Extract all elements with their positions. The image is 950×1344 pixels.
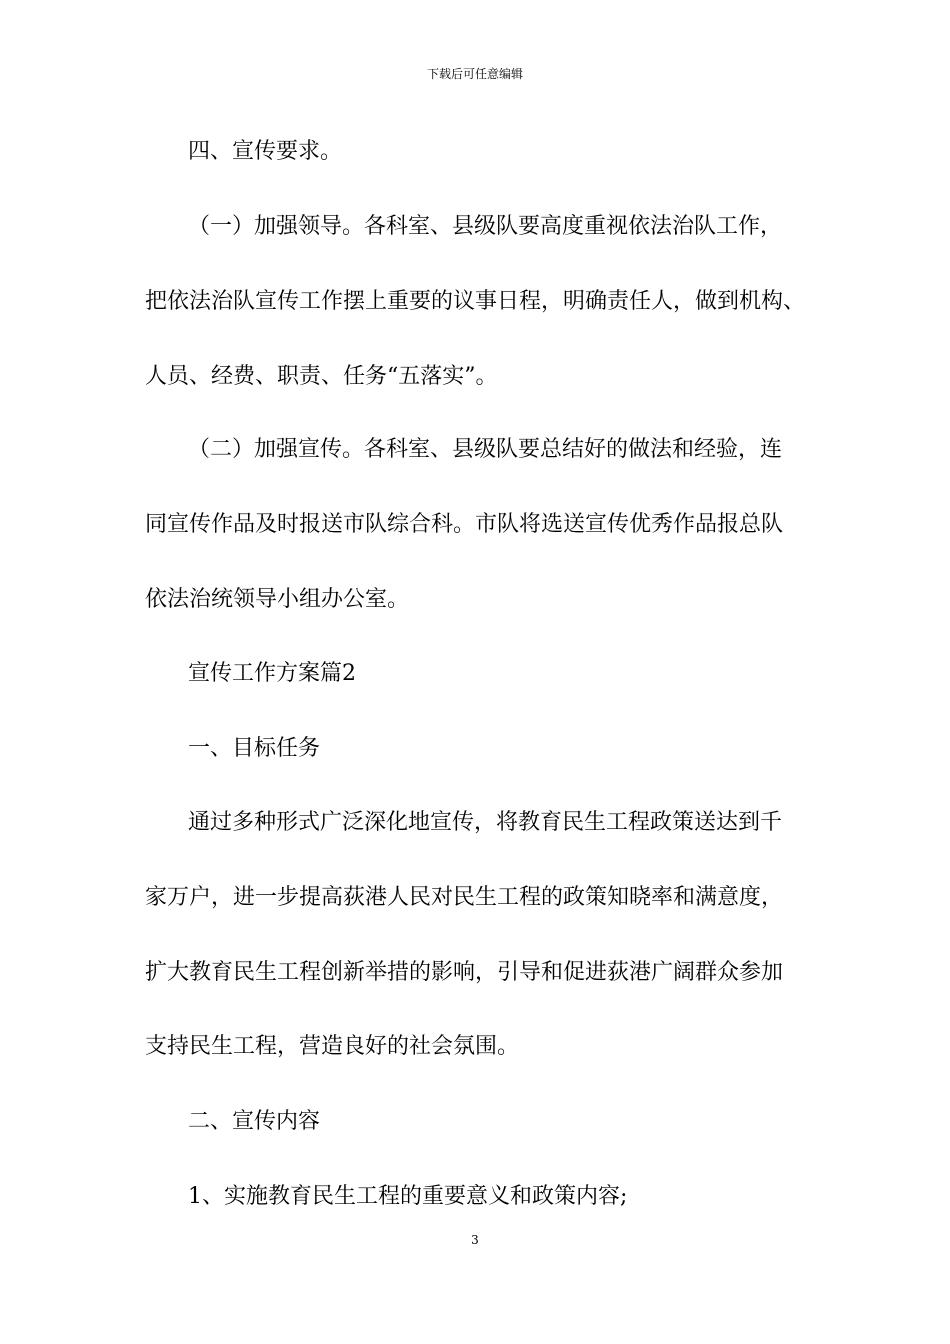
paragraph-line: 通过多种形式广泛深化地宣传，将教育民生工程政策送达到千: [188, 810, 783, 835]
list-item: 1、实施教育民生工程的重要意义和政策内容;: [188, 1184, 628, 1209]
section-heading: 四、宣传要求。: [188, 139, 343, 164]
page-number: 3: [471, 1233, 479, 1247]
paragraph-line: 同宣传作品及时报送市队综合科。市队将选送宣传优秀作品报总队: [145, 512, 784, 537]
paragraph-line: 支持民生工程，营造良好的社会氛围。: [145, 1034, 520, 1059]
paragraph-line: （一）加强领导。各科室、县级队要高度重视依法治队工作，: [188, 214, 783, 239]
page-header-note: 下载后可任意编辑: [426, 67, 523, 81]
paragraph-line: 把依法治队宣传工作摆上重要的议事日程，明确责任人，做到机构、: [145, 289, 806, 314]
document-title: 宣传工作方案篇2: [188, 661, 356, 686]
section-heading: 一、目标任务: [188, 736, 321, 761]
paragraph-line: 家万户，进一步提高荻港人民对民生工程的政策知晓率和满意度，: [145, 885, 784, 910]
paragraph-line: 人员、经费、职责、任务“五落实”。: [145, 364, 498, 389]
paragraph-line: 扩大教育民生工程创新举措的影响，引导和促进荻港广阔群众参加: [145, 960, 784, 985]
section-heading: 二、宣传内容: [188, 1109, 321, 1134]
paragraph-line: （二）加强宣传。各科室、县级队要总结好的做法和经验，连: [188, 437, 783, 462]
paragraph-line: 依法治统领导小组办公室。: [145, 587, 410, 612]
